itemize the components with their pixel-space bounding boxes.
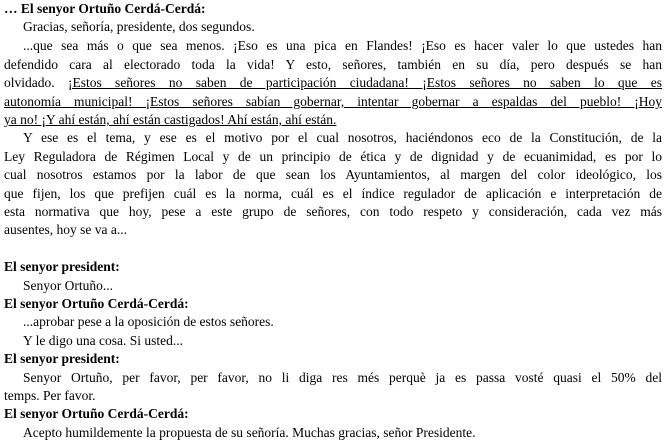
plain-text: olvidado. bbox=[4, 75, 68, 90]
paragraph-line: que fijen, los que prefijen cuál es la norma, cuál es el índice regulador de aplicación e interpretación de bbox=[4, 186, 662, 201]
speaker-heading: El senyor president: bbox=[4, 259, 120, 274]
speech-line: ...aprobar pese a la oposición de estos señores. bbox=[23, 314, 274, 329]
speaker-heading: … El senyor Ortuño Cerdá-Cerdá: bbox=[4, 1, 206, 16]
paragraph-line: Senyor Ortuño, per favor, per favor, no li diga res més perquè ja es passa vosté quasi el 50% del bbox=[23, 370, 662, 385]
paragraph-line: ausentes, hoy se va a... bbox=[4, 222, 127, 237]
greeting-line: Gracias, señoría, presidente, dos segundos. bbox=[23, 19, 255, 34]
speaker-heading: El senyor Ortuño Cerdá-Cerdá: bbox=[4, 406, 189, 421]
speech-line: Acepto humildemente la propuesta de su señoría. Muchas gracias, señor Presidente. bbox=[23, 425, 476, 440]
paragraph-line: temps. Per favor. bbox=[4, 388, 96, 403]
speech-line: Y le digo una cosa. Si usted... bbox=[23, 333, 183, 348]
paragraph-line bbox=[4, 73, 662, 92]
speaker-heading: El senyor president: bbox=[4, 351, 120, 366]
underlined-line: autonomía municipal! ¡Estos señores sabían gobernar, intentar gobernar a espaldas del pueblo! ¡Hoy bbox=[4, 94, 662, 109]
paragraph-line: ...que sea más o que sea menos. ¡Eso es una pica en Flandes! ¡Eso es hacer valer lo que ustedes han bbox=[23, 38, 662, 53]
paragraph-line: esta normativa que hoy, pese a este grupo de señores, con todo respeto y consideración, cada vez más bbox=[4, 204, 662, 219]
underlined-text: ¡Estos señores no saben de participación ciudadana! ¡Estos señores no saben lo que es bbox=[67, 75, 663, 90]
paragraph-line: Y ese es el tema, y ese es el motivo por el cual nosotros, haciéndonos eco de la Constitución, de la bbox=[23, 130, 662, 145]
speech-line: Senyor Ortuño... bbox=[23, 278, 113, 293]
speaker-heading: El senyor Ortuño Cerdá-Cerdá: bbox=[4, 296, 189, 311]
paragraph-line: cual nosotros estamos por la labor de que sean los Ayuntamientos, al margen del color ideológico, los bbox=[4, 167, 662, 182]
underlined-line: ya no! ¡Y ahí están, ahí están castigados! Ahí están, ahí están. bbox=[4, 112, 337, 127]
paragraph-line: Ley Reguladora de Régimen Local y de un principio de ética y de dignidad y de ecuanimidad, es por lo bbox=[4, 149, 662, 164]
paragraph-line: defendido cara al electorado toda la vida! Y esto, señores, también en su día, pero después se han bbox=[4, 57, 662, 72]
